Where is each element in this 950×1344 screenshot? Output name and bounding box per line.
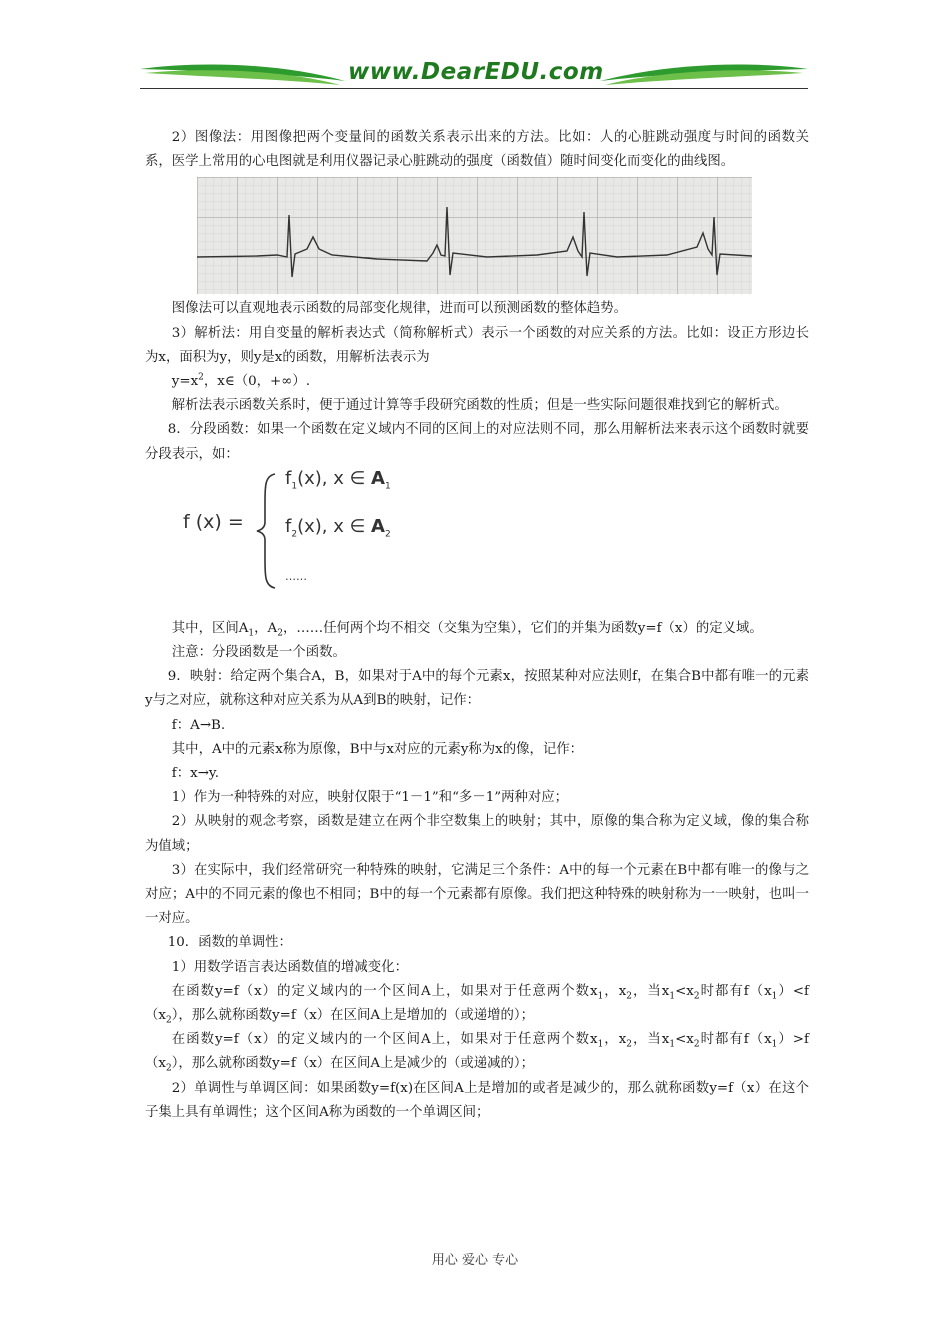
section-heading-monotonicity: 10．函数的单调性：	[167, 935, 292, 951]
subscript: 1	[669, 991, 676, 1002]
formula-text: f	[285, 467, 292, 489]
site-url[interactable]: www.DearEDU.com	[348, 59, 604, 85]
paragraph-monotonicity-1: 1）用数学语言表达函数值的增减变化：	[171, 959, 408, 975]
text: ，当x	[631, 983, 670, 999]
formula-text: ，x∈（0，+∞）.	[203, 374, 311, 390]
page-footer: 用心 爱心 专心	[431, 1253, 519, 1268]
formula-text: (x), x ∈	[297, 515, 371, 537]
subscript: 2	[693, 991, 700, 1002]
text: ），那么就称函数y=f（x）在区间A上是增加的（或递增的）；	[171, 1008, 535, 1024]
subscript: 2	[626, 1039, 632, 1050]
paragraph-preimage: 其中，A中的元素x称为原像，B中与x对应的元素y称为x的像，记作：	[171, 741, 584, 757]
paragraph-intervals	[145, 617, 809, 641]
text: 时都有f（x	[699, 983, 772, 999]
subscript: 2	[165, 1064, 172, 1075]
paragraph-mapping-point-1: 1）作为一种特殊的对应，映射仅限于“1－1”和“多－1”两种对应；	[171, 790, 569, 806]
subscript: 1	[291, 481, 298, 492]
formula-mapping-ab: f：A→B.	[171, 717, 226, 733]
paragraph-graph-method: 2）图像法：用图像把两个变量间的函数关系表示出来的方法。比如：人的心脏跳动强度与时间的函数关系，医学上常用的心电图就是利用仪器记录心脏跳动的强度（函数值）随时间变化而变化的曲线图。	[145, 130, 809, 170]
left-brace-icon	[255, 472, 279, 590]
paragraph-analytic-method: 3）解析法：用自变量的解析表达式（简称解析式）表示一个函数的对应关系的方法。比如：设正方形边长为x，面积为y，则y是x的函数，用解析法表示为	[145, 325, 809, 365]
text: 在函数y=f（x）的定义域内的一个区间A上，如果对于任意两个数x	[171, 983, 598, 999]
paragraph-graph-trend: 图像法可以直观地表示函数的局部变化规律，进而可以预测函数的整体趋势。	[171, 301, 628, 317]
paragraph-mapping-point-3: 3）在实际中，我们经常研究一种特殊的映射，它满足三个条件：A中的每一个元素在B中都有唯一的像与之对应；A中的不同元素的像也不相同；B中的每一个元素都有原像。我们把这种特殊的映射称为一一映射，也叫一一对应。	[145, 862, 809, 927]
paragraph-monotonic-interval: 2）单调性与单调区间：如果函数y=f(x)在区间A上是增加的或者是减少的，那么就称函数y=f（x）在这个子集上具有单调性；这个区间A称为函数的一个单调区间；	[145, 1080, 809, 1120]
text: ），那么就称函数y=f（x）在区间A上是减少的（或递减的）；	[171, 1056, 535, 1072]
text: 其中，区间A	[171, 620, 249, 636]
subscript: 2	[165, 1015, 172, 1026]
subscript: 1	[669, 1039, 676, 1050]
formula-lhs: f (x) =	[183, 510, 244, 533]
subscript: 1	[597, 1039, 604, 1050]
text: ）>f（x	[145, 1032, 809, 1072]
set-symbol: A	[371, 515, 385, 537]
superscript: 2	[198, 372, 204, 383]
text: <x	[675, 983, 694, 999]
text: 时都有f（x	[699, 1032, 772, 1048]
formula-case-ellipsis: ……	[285, 569, 307, 583]
formula-text: f	[285, 515, 292, 537]
text: ，x	[603, 1032, 627, 1048]
subscript: 1	[597, 991, 604, 1002]
document-body	[145, 126, 809, 1125]
text: ，A	[254, 620, 278, 636]
subscript: 1	[248, 628, 255, 639]
subscript: 2	[693, 1039, 700, 1050]
paragraph-mapping: 9．映射：给定两个集合A，B，如果对于A中的每个元素x，按照某种对应法则f，在集合B中都有唯一的元素y与之对应，就称这种对应关系为从A到B的映射，记作：	[145, 669, 809, 709]
text: ，当x	[631, 1032, 670, 1048]
formula-text: y=x	[171, 374, 199, 390]
text: ）<f（x	[145, 983, 809, 1024]
set-symbol: A	[371, 467, 385, 489]
ecg-chart-image	[197, 177, 752, 294]
subscript: 1	[771, 1039, 778, 1050]
formula-mapping-xy: f：x→y.	[171, 766, 219, 782]
subscript: 2	[384, 529, 391, 540]
text: 在函数y=f（x）的定义域内的一个区间A上，如果对于任意两个数x	[171, 1032, 598, 1048]
paragraph-mapping-point-2: 2）从映射的观念考察，函数是建立在两个非空数集上的映射；其中，原像的集合称为定义域，像的集合称为值域；	[145, 814, 809, 854]
subscript: 2	[291, 529, 298, 540]
paragraph-analytic-note: 解析法表示函数关系时，便于通过计算等手段研究函数的性质；但是一些实际问题很难找到它的解析式。	[171, 398, 788, 414]
formula-text: (x), x ∈	[297, 467, 371, 489]
subscript: 1	[384, 481, 391, 492]
text: ，x	[603, 983, 627, 999]
subscript: 1	[771, 991, 778, 1002]
paragraph-decreasing	[145, 1028, 809, 1076]
paragraph-increasing	[145, 980, 809, 1028]
paragraph-piecewise-function: 8．分段函数：如果一个函数在定义域内不同的区间上的对应法则不同，那么用解析法来表示这个函数时就要分段表示，如：	[145, 422, 809, 462]
paragraph-note: 注意：分段函数是一个函数。	[171, 645, 346, 661]
formula-case-2	[285, 515, 391, 539]
formula-case-1	[285, 467, 391, 491]
subscript: 2	[626, 991, 632, 1002]
site-header	[140, 55, 808, 93]
header-rule	[140, 88, 808, 89]
text: ，……任何两个均不相交（交集为空集），它们的并集为函数y=f（x）的定义域。	[282, 620, 763, 636]
piecewise-formula	[145, 467, 809, 617]
text: <x	[675, 1032, 694, 1048]
subscript: 2	[277, 628, 283, 639]
formula-square-area	[145, 370, 809, 394]
